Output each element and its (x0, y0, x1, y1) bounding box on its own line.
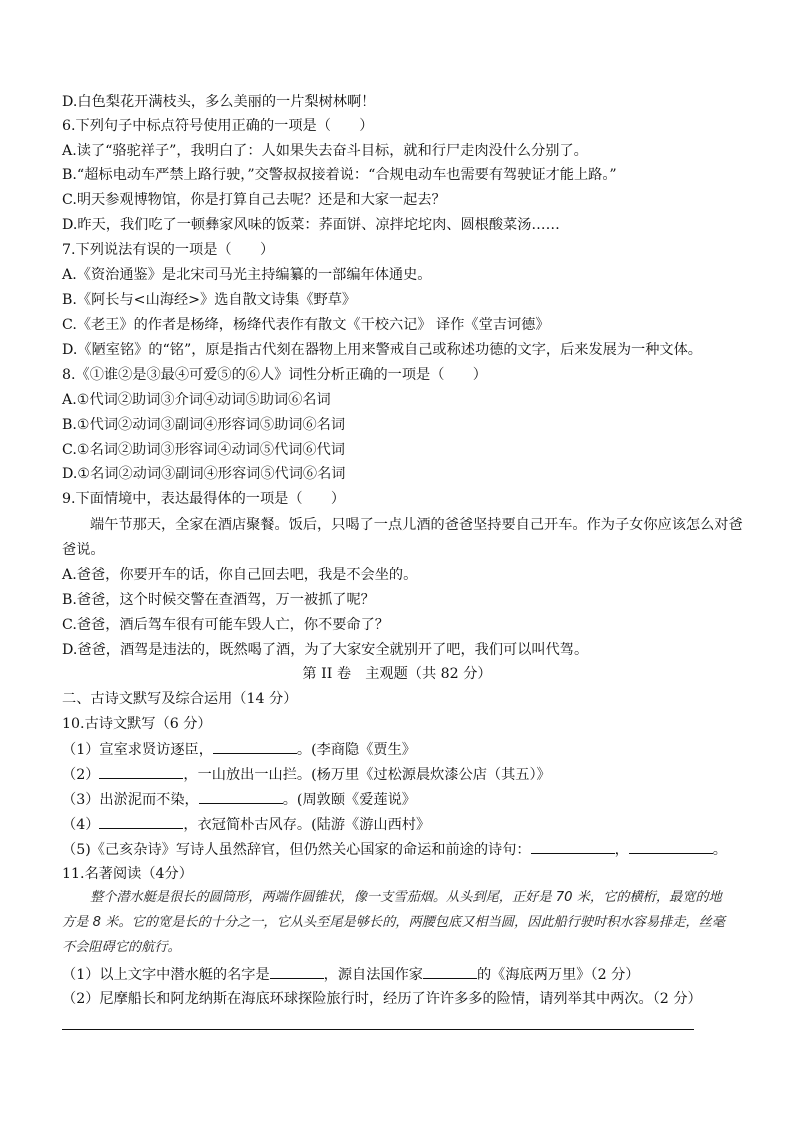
answer-blank[interactable] (99, 814, 183, 829)
q7-option-b: B.《阿长与<山海经>》选自散文诗集《野草》 (62, 292, 357, 308)
q7-option-d: D.《陋室铭》的“铭”，原是指古代刻在器物上用来警戒自己或称述功德的文字，后来发展为一种文体。 (62, 342, 702, 358)
q9-scenario-line2: 爸说。 (62, 542, 105, 558)
q6-stem: 6.下列句子中标点符号使用正确的一项是（ ） (62, 118, 374, 134)
q11-sub-1: （1）以上文字中潜水艇的名字是 ，源自法国作家 的《海底两万里》（2 分） (62, 964, 639, 985)
q8-option-a: A.①代词②助词③介词④动词⑤助词⑥名词 (62, 392, 331, 408)
q6-option-d: D.昨天，我们吃了一顿彝家风味的饭菜：荞面饼、凉拌坨坨肉、圆根酸菜汤…… (62, 217, 560, 233)
q6-option-a: A.读了“骆驼祥子”，我明白了：人如果失去奋斗目标，就和行尸走肉没什么分别了。 (62, 143, 588, 159)
q9-option-b: B.爸爸，这个时候交警在查酒驾，万一被抓了呢？ (62, 592, 375, 608)
q9-option-a: A.爸爸，你要开车的话，你自己回去吧，我是不会坐的。 (62, 567, 418, 583)
q9-stem: 9.下面情境中，表达最得体的一项是（ ） (62, 491, 346, 507)
q11-sub-2: （2）尼摩船长和阿龙纳斯在海底环球探险旅行时，经历了许许多多的险情，请列举其中两次。（2 分） (62, 991, 702, 1007)
q6-option-c: C.明天参观博物馆，你是打算自己去呢？还是和大家一起去？ (62, 192, 446, 208)
answer-blank[interactable] (99, 764, 183, 779)
q7-option-a: A.《资治通鉴》是北宋司马光主持编纂的一部编年体通史。 (62, 267, 432, 283)
q8-option-d: D.①名词②动词③副词④形容词⑤代词⑥名词 (62, 466, 346, 482)
q10-item-4: （4） ，衣冠简朴古风存。(陆游《游山西村》 (62, 814, 430, 835)
q9-option-d: D.爸爸，酒驾是违法的，既然喝了酒，为了大家安全就别开了吧，我们可以叫代驾。 (62, 642, 589, 658)
q11-passage (62, 885, 730, 960)
passage-text: 整个潜水艇是很长的圆筒形，两端作圆锥状，像一支雪茄烟。从头到尾，正好是 70 米，它的横桁，最宽的地方是 8 米。它的宽是长的十分之一，它从头至尾是够长的，两腰包底又相当圆，因此船行驶时积水容易排走，丝毫不会阻碍它的航行。 (62, 890, 725, 955)
answer-blank[interactable] (531, 839, 615, 854)
answer-line[interactable] (62, 1029, 694, 1030)
section-heading: 二、古诗文默写及综合运用（14 分） (62, 691, 298, 707)
part2-title: 第 II 卷 主观题（共 82 分） (302, 666, 492, 682)
q10-item-2: （2） ，一山放出一山拦。(杨万里《过松源晨炊漆公店（其五）》 (62, 764, 551, 785)
answer-blank[interactable] (199, 789, 283, 804)
q10-item-1: （1）宣室求贤访逐臣， 。(李商隐《贾生》 (62, 739, 416, 760)
q8-stem: 8.《①谁②是③最④可爱⑤的⑥人》词性分析正确的一项是（ ） (62, 367, 487, 383)
answer-blank[interactable] (213, 739, 297, 754)
q10-stem: 10.古诗文默写（6 分） (62, 716, 212, 732)
q10-item-5: （5)《己亥杂诗》写诗人虽然辞官，但仍然关心国家的命运和前途的诗句： ， 。 (62, 839, 727, 860)
answer-blank[interactable] (270, 964, 324, 979)
answer-blank[interactable] (423, 964, 477, 979)
q5-option-d: D.白色梨花开满枝头，多么美丽的一片梨树林啊！ (62, 94, 376, 110)
q8-option-b: B.①代词②动词③副词④形容词⑤助词⑥名词 (62, 417, 346, 433)
q7-option-c: C.《老王》的作者是杨绛，杨绛代表作有散文《干校六记》 译作《堂吉诃德》 (62, 317, 550, 333)
answer-blank[interactable] (629, 839, 713, 854)
q6-option-b: B.“超标电动车严禁上路行驶，”交警叔叔接着说：“合规电动车也需要有驾驶证才能上路。” (62, 167, 617, 183)
q9-option-c: C.爸爸，酒后驾车很有可能车毁人亡，你不要命了？ (62, 617, 389, 633)
q8-option-c: C.①名词②助词③形容词④动词⑤代词⑥代词 (62, 442, 345, 458)
q11-stem: 11.名著阅读（4分） (62, 866, 193, 882)
q10-item-3: （3）出淤泥而不染， 。(周敦颐《爱莲说》 (62, 789, 416, 810)
q7-stem: 7.下列说法有误的一项是（ ） (62, 242, 275, 258)
q9-scenario-line1: 端午节那天，全家在酒店聚餐。饭后，只喝了一点儿酒的爸爸坚持要自己开车。作为子女你应该怎么对爸 (90, 517, 743, 533)
